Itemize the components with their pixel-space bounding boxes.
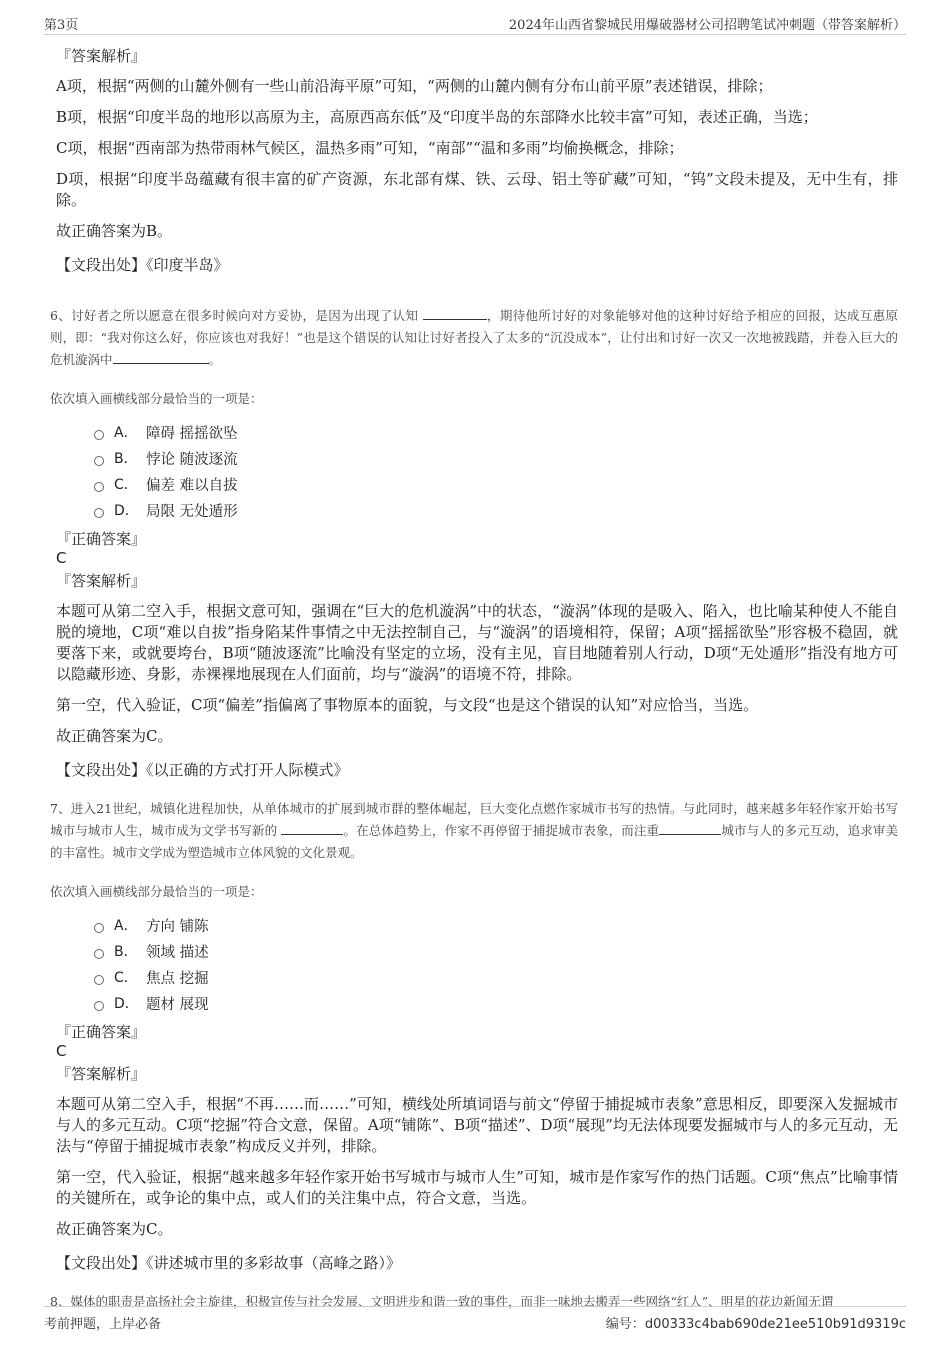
option-b[interactable] — [94, 938, 898, 964]
document-code-label: 编号： — [605, 1317, 645, 1332]
radio-icon[interactable] — [94, 975, 104, 985]
option-letter: D． — [114, 996, 139, 1012]
option-text: 题材 展现 — [146, 996, 209, 1013]
document-code-value: d00333c4bab690de21ee510b91d9319c — [644, 1317, 906, 1332]
answer-conclusion: 故正确答案为B。 — [56, 222, 173, 240]
option-letter: A． — [114, 425, 138, 441]
question-8-text: 8、媒体的职责是高扬社会主旋律，积极宣传与社会发展、文明进步和谐一致的事件，而非一味地去搬弄一些网络“红人”、明星的花边新闻无谓 — [50, 1294, 834, 1309]
question-7-text — [50, 798, 898, 864]
option-a[interactable] — [94, 912, 898, 938]
option-text: 领域 描述 — [146, 944, 209, 961]
page-number: 第3页 — [44, 18, 79, 33]
analysis-heading: 『答案解析』 — [56, 47, 147, 65]
option-letter: D． — [114, 503, 139, 519]
question-text: ，期待他所讨好的对象能够对他的这种讨好给予相应的回报，达成互惠原则，即：“我对你这么好，你应该也对我好！”也是这个错误的认知让讨好者投入了太多的“沉没成本”，让付出和讨好一次又一次地被践踏，并卷入巨大的危机漩涡中 — [50, 308, 898, 367]
option-letter: C． — [114, 477, 138, 493]
option-letter: A． — [114, 918, 138, 934]
analysis-paragraph: B项，根据“印度半岛的地形以高原为主，高原西高东低”及“印度半岛的东部降水比较丰富”可知，表述正确，当选； — [56, 108, 818, 126]
fill-blank — [423, 305, 487, 320]
question-text: 城市与人的多元互动，追求审美的丰富性。城市文学成为塑造城市立体风貌的文化景观。 — [50, 823, 898, 860]
analysis-paragraph: D项，根据“印度半岛蕴藏有很丰富的矿产资源，东北部有煤、铁、云母、铝土等矿藏”可知，“钨”文段未提及，无中生有，排除。 — [56, 170, 898, 209]
question-text: 。 — [208, 352, 222, 367]
option-text: 方向 铺陈 — [146, 918, 209, 935]
question-prompt: 依次填入画横线部分最恰当的一项是： — [50, 391, 263, 406]
question-text: 。在总体趋势上，作家不再停留于捕捉城市表象，而注重 — [343, 823, 660, 838]
question-text: 6、讨好者之所以愿意在很多时候向对方妥协，是因为出现了认知 — [50, 308, 419, 323]
option-list — [94, 419, 898, 523]
radio-icon[interactable] — [94, 508, 104, 518]
radio-icon[interactable] — [94, 1001, 104, 1011]
analysis-paragraph: 本题可从第二空入手，根据“不再……而……”可知，横线处所填词语与前文“停留于捕捉城市表象”意思相反，即要深入发掘城市与人的多元互动。C项“挖掘”符合文意，保留。A项“铺陈”、B项“描述”、D项“展现”均无法体现要发掘城市与人的多元互动，无法与“停留于捕捉城市表象”构成反义并列，排除。 — [56, 1095, 898, 1155]
correct-answer: C — [56, 549, 67, 567]
footer-motto: 考前押题，上岸必备 — [44, 1317, 162, 1332]
radio-icon[interactable] — [94, 430, 104, 440]
option-list — [94, 912, 898, 1016]
option-c[interactable] — [94, 471, 898, 497]
radio-icon[interactable] — [94, 949, 104, 959]
analysis-paragraph: C项，根据“西南部为热带雨林气候区，温热多雨”可知，“南部”“温和多雨”均偷换概念，排除； — [56, 139, 684, 157]
radio-icon[interactable] — [94, 923, 104, 933]
analysis-heading: 『答案解析』 — [56, 1065, 147, 1083]
analysis-paragraph: A项，根据“两侧的山麓外侧有一些山前沿海平原”可知，“两侧的山麓内侧有分布山前平原”表述错误，排除； — [56, 77, 773, 95]
correct-answer-heading: 『正确答案』 — [56, 1023, 147, 1041]
analysis-paragraph: 第一空，代入验证，根据“越来越多年轻作家开始书写城市与城市人生”可知，城市是作家写作的热门话题。C项“焦点”比喻事情的关键所在，或争论的集中点，或人们的关注集中点，符合文意，当选。 — [56, 1168, 898, 1207]
answer-conclusion: 故正确答案为C。 — [56, 727, 173, 745]
passage-source: 【文段出处】《印度半岛》 — [56, 256, 229, 274]
radio-icon[interactable] — [94, 482, 104, 492]
option-letter: C． — [114, 970, 138, 986]
option-d[interactable] — [94, 990, 898, 1016]
option-d[interactable] — [94, 497, 898, 523]
fill-blank — [113, 349, 209, 364]
answer-conclusion: 故正确答案为C。 — [56, 1220, 173, 1238]
page-footer — [44, 1306, 906, 1332]
option-text: 局限 无处遁形 — [146, 503, 238, 520]
question-text: 7、进入21世纪，城镇化进程加快，从单体城市的扩展到城市群的整体崛起，巨大变化点燃作家城市书写的热情。与此同时，越来越多年轻作家开始书写城市与城市人生，城市成为文学书写新的 — [50, 801, 898, 838]
analysis-paragraph: 第一空，代入验证，C项“偏差”指偏离了事物原本的面貌，与文段“也是这个错误的认知”对应恰当，当选。 — [56, 696, 759, 714]
document-title: 2024年山西省黎城民用爆破器材公司招聘笔试冲刺题（带答案解析） — [508, 18, 906, 33]
fill-blank — [659, 820, 721, 835]
option-letter: B． — [114, 944, 138, 960]
page-header — [44, 12, 906, 35]
fill-blank — [281, 820, 343, 835]
option-letter: B． — [114, 451, 138, 467]
analysis-paragraph: 本题可从第二空入手，根据文意可知，强调在“巨大的危机漩涡”中的状态，“漩涡”体现的是吸入、陷入，也比喻某种使人不能自脱的境地，C项“难以自拔”指身陷某件事情之中无法控制自己，与“漩涡”的语境相符，保留；A项“摇摇欲坠”形容极不稳固，就要落下来，或就要垮台，B项“随波逐流”比喻没有坚定的立场，没有主见，盲目地随着别人行动，D项“无处遁形”指没有地方可以隐藏形迹、身影，赤裸裸地展现在人们面前，均与“漩涡”的语境不符，排除。 — [56, 602, 898, 683]
question-prompt: 依次填入画横线部分最恰当的一项是： — [50, 884, 263, 899]
document-code — [606, 1313, 906, 1332]
passage-source: 【文段出处】《讲述城市里的多彩故事（高峰之路）》 — [56, 1254, 402, 1272]
option-c[interactable] — [94, 964, 898, 990]
correct-answer: C — [56, 1042, 67, 1060]
option-a[interactable] — [94, 419, 898, 445]
correct-answer-heading: 『正确答案』 — [56, 530, 147, 548]
question-6-text — [50, 305, 898, 371]
passage-source: 【文段出处】《以正确的方式打开人际模式》 — [56, 761, 349, 779]
option-text: 焦点 挖掘 — [146, 970, 209, 987]
option-text: 障碍 摇摇欲坠 — [146, 425, 238, 442]
radio-icon[interactable] — [94, 456, 104, 466]
analysis-heading: 『答案解析』 — [56, 572, 147, 590]
option-b[interactable] — [94, 445, 898, 471]
option-text: 偏差 难以自拔 — [146, 477, 238, 494]
option-text: 悖论 随波逐流 — [146, 451, 238, 468]
page-content — [50, 38, 898, 1327]
